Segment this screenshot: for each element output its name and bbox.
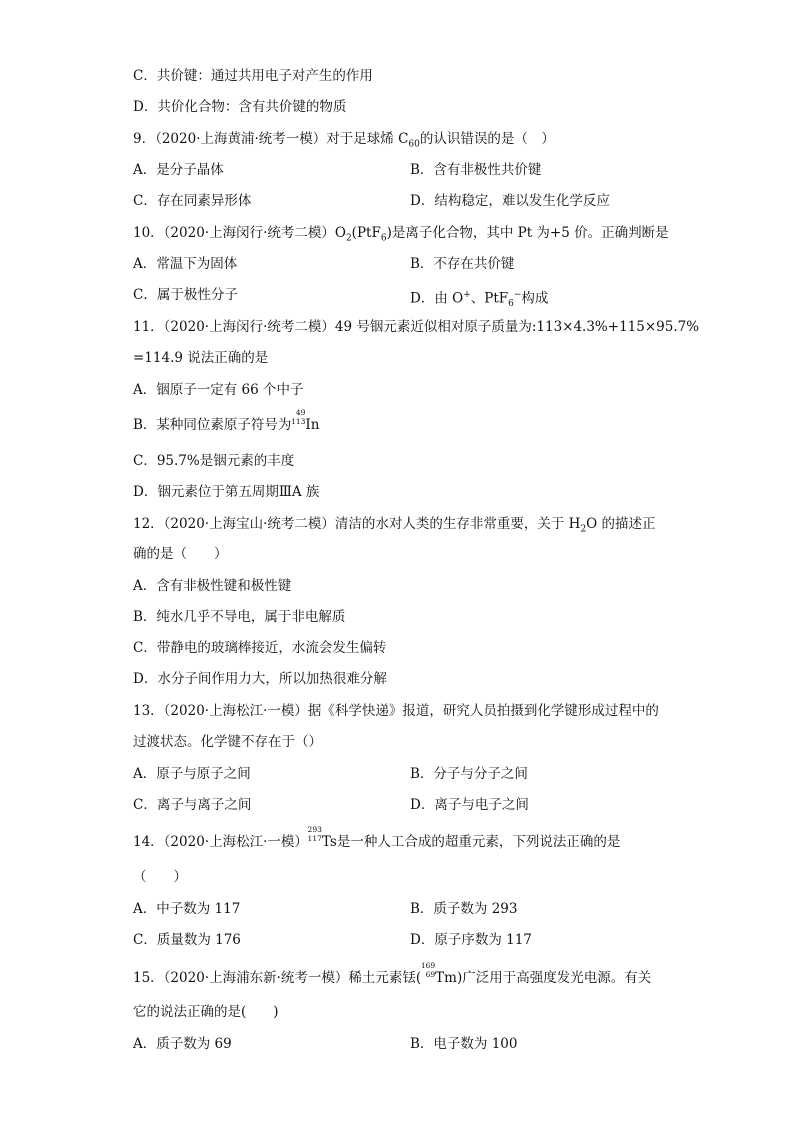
stem-text: O 的描述正 [586, 516, 656, 532]
question-11-stem-line2 [133, 349, 268, 367]
stem-text: 确的是（ ） [133, 546, 228, 562]
question-12-stem-line2 [133, 545, 228, 563]
question-12-option-a [133, 577, 291, 595]
question-13-option-a [133, 765, 251, 783]
element-symbol: Tm [435, 970, 457, 986]
option-text: C．带静电的玻璃棒接近，水流会发生偏转 [133, 640, 387, 656]
question-11-option-a [133, 381, 304, 399]
question-9-option-b [410, 161, 541, 179]
option-text: A．质子数为 69 [133, 1036, 232, 1052]
stem-text: )是离子化合物，其中 Pt 为+5 价。正确判断是 [386, 225, 669, 241]
question-13-option-b [410, 765, 528, 783]
question-14-option-b [410, 900, 517, 918]
question-10-option-b [410, 255, 514, 273]
option-text: 构成 [521, 290, 549, 307]
subscript: 2 [345, 233, 352, 244]
question-15-option-b [410, 1035, 517, 1053]
question-14-option-d [410, 931, 532, 949]
question-13-stem-line2 [133, 733, 322, 751]
option-text: 、PtF [470, 290, 509, 307]
question-9-option-c [133, 192, 251, 210]
mass-number: 293 [307, 825, 322, 834]
option-text: D．由 O [410, 290, 464, 307]
question-15-option-a [133, 1035, 232, 1053]
option-text: A．原子与原子之间 [133, 766, 251, 782]
subscript: 6 [508, 299, 514, 310]
option-c-line [133, 67, 373, 85]
option-text: D．离子与电子之间 [410, 797, 529, 813]
atomic-number: 117 [307, 834, 322, 843]
question-12-stem-line1 [133, 515, 656, 539]
option-text: D．铟元素位于第五周期ⅢA 族 [133, 484, 320, 500]
subscript: 2 [580, 524, 587, 535]
option-text: C．存在同素异形体 [133, 193, 252, 209]
stem-text: =114.9 说法正确的是 [133, 350, 269, 366]
stem-text: 12．（2020·上海宝山·统考二模）清洁的水对人类的生存非常重要，关于 H [133, 516, 581, 532]
superscript: + [463, 290, 471, 300]
stem-text: 15．（2020·上海浦东新·统考一模）稀土元素铥( [133, 970, 422, 986]
question-10-stem [133, 224, 669, 248]
stem-text: 13．（2020·上海松江·一模）据《科学快递》报道，研究人员拍摄到化学键形成过程中的 [133, 703, 659, 719]
option-text: C．属于极性分子 [133, 287, 238, 303]
option-text: D．原子序数为 117 [410, 932, 532, 948]
question-12-option-b [133, 608, 345, 626]
option-text: A．含有非极性键和极性键 [133, 578, 292, 594]
option-text: D．结构稳定，难以发生化学反应 [410, 193, 610, 209]
question-15-stem-line2 [133, 1003, 279, 1021]
stem-text: 9．（2020·上海黄浦·统考一模）对于足球烯 C [133, 131, 409, 147]
question-15-stem [133, 961, 652, 987]
option-text: D．水分子间作用力大，所以加热很难分解 [133, 671, 387, 687]
question-14-stem-line2 [133, 868, 187, 886]
option-text: B．不存在共价键 [410, 256, 515, 272]
isotope-notation [420, 961, 436, 982]
question-14-option-a [133, 900, 240, 918]
option-text: A．中子数为 117 [133, 901, 241, 917]
subscript: 6 [380, 233, 387, 244]
stem-text: 的认识错误的是（ ） [419, 131, 555, 147]
subscript: 60 [408, 139, 420, 150]
question-11-option-b [133, 408, 320, 434]
stem-text: 10．（2020·上海闵行·统考二模）O [133, 225, 346, 241]
option-text: B．质子数为 293 [410, 901, 518, 917]
stem-text: 11．（2020·上海闵行·统考二模）49 号铟元素近似相对原子质量为:113×4.3%+115×95.7% [133, 319, 700, 335]
stem-text: (PtF [351, 225, 381, 241]
isotope-notation [307, 825, 322, 846]
atomic-number: 113 [291, 417, 306, 426]
question-13-option-c [133, 796, 251, 814]
question-13-option-d [410, 796, 529, 814]
option-text: D．共价化合物：含有共价键的物质 [133, 99, 347, 115]
question-10-option-d [410, 286, 548, 313]
stem-text: （ ） [133, 869, 187, 885]
option-text: A．是分子晶体 [133, 162, 224, 178]
stem-text: 14．（2020·上海松江·一模） [133, 834, 308, 850]
question-14-option-c [133, 931, 241, 949]
question-11-option-c [133, 452, 294, 470]
option-d-line [133, 98, 346, 116]
option-text: B．纯水几乎不导电，属于非电解质 [133, 609, 346, 625]
option-text: B．某种同位素原子符号为 [133, 417, 292, 433]
question-12-option-c [133, 639, 386, 657]
question-13-stem-line1 [133, 702, 659, 720]
atomic-number: 69 [425, 970, 436, 979]
question-9-option-a [133, 161, 224, 179]
question-9-stem [133, 130, 555, 154]
stem-text: 它的说法正确的是( ) [133, 1004, 279, 1020]
isotope-notation [291, 408, 306, 429]
mass-number: 169 [420, 961, 436, 970]
stem-text: )广泛用于高强度发光电源。有关 [456, 970, 652, 986]
option-text: C．95.7%是铟元素的丰度 [133, 453, 295, 469]
option-text: A．常温下为固体 [133, 256, 238, 272]
question-10-option-c [133, 286, 238, 304]
option-text: B．含有非极性共价键 [410, 162, 542, 178]
option-text: C．质量数为 176 [133, 932, 241, 948]
option-text: C．离子与离子之间 [133, 797, 252, 813]
question-14-stem [133, 825, 621, 851]
question-9-option-d [410, 192, 610, 210]
question-11-option-d [133, 483, 319, 501]
option-text: B．电子数为 100 [410, 1036, 518, 1052]
question-10-option-a [133, 255, 237, 273]
mass-number: 49 [295, 408, 306, 417]
question-11-stem-line1 [133, 318, 699, 336]
stem-text: 过渡状态。化学键不存在于（） [133, 734, 322, 750]
question-12-option-d [133, 670, 387, 688]
option-text: A．铟原子一定有 66 个中子 [133, 382, 304, 398]
element-symbol: In [305, 417, 320, 433]
element-symbol: Ts [321, 834, 337, 850]
stem-text: 是一种人工合成的超重元素，下列说法正确的是 [336, 834, 621, 850]
superscript: − [513, 290, 522, 300]
option-text: C．共价键：通过共用电子对产生的作用 [133, 68, 373, 84]
option-text: B．分子与分子之间 [410, 766, 528, 782]
